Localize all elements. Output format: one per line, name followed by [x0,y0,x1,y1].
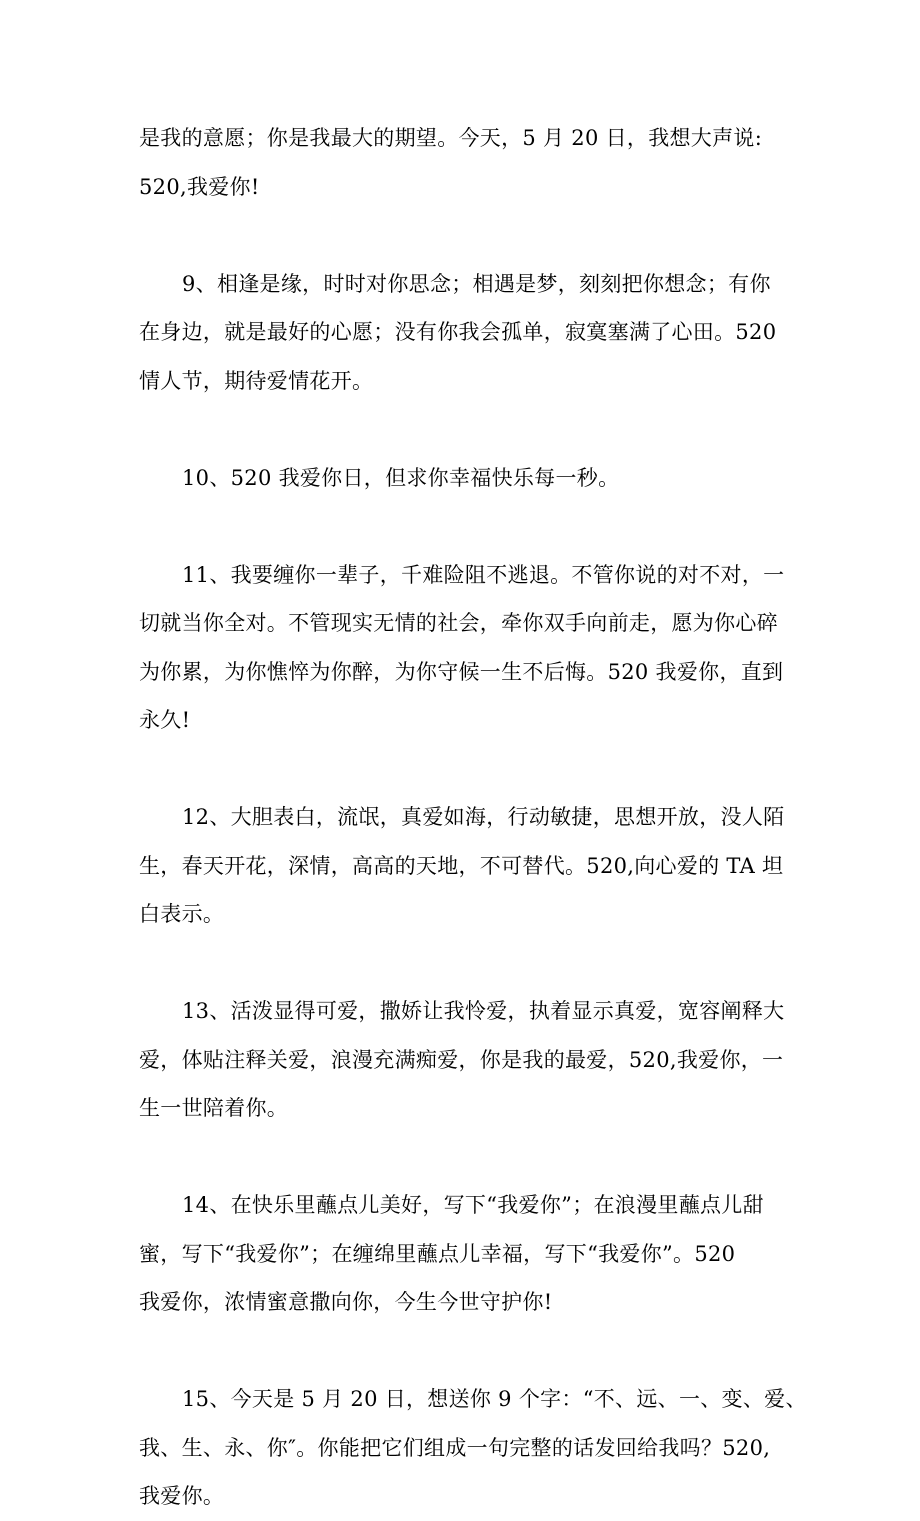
text-line: 情人节，期待爱情花开。 [139,368,374,393]
text-line: 切就当你全对。不管现实无情的社会，牵你双手向前走，愿为你心碎 [139,611,778,635]
text-line: 生，春天开花，深情，高高的天地，不可替代。520,向心爱的 TA 坦 [139,853,784,878]
text-line: 我爱你。 [139,1484,225,1508]
text-line: 在身边，就是最好的心愿；没有你我会孤单，寂寞塞满了心田。520 [139,320,777,344]
text-line: 蜜，写下“我爱你”；在缠绵里蘸点儿幸福，写下“我爱你”。520 [139,1241,736,1266]
text-line: 我爱你，浓情蜜意撒向你，今生今世守护你! [139,1290,553,1314]
text-line: 生一世陪着你。 [139,1096,289,1120]
text-line: 永久! [139,708,191,732]
text-line: 520,我爱你! [139,174,260,199]
text-line: 白表示。 [139,902,225,926]
text-line: 14、在快乐里蘸点儿美好，写下“我爱你”；在浪漫里蘸点儿甜 [182,1193,764,1217]
paragraph-10 [139,454,789,503]
paragraph-13 [139,987,789,1133]
text-line: 为你累，为你憔悴为你醉，为你守候一生不后悔。520 我爱你，直到 [139,659,784,684]
text-line: 是我的意愿；你是我最大的期望。今天，5 月 20 日，我想大声说: [139,126,763,150]
text-line: 15、今天是 5 月 20 日，想送你 9 个字：“不、远、一、变、爱、 [182,1387,807,1411]
text-line: 13、活泼显得可爱，撒娇让我怜爱，执着显示真爱，宽容阐释大 [182,999,785,1023]
paragraph-8-continued [139,114,789,211]
text-line: 11、我要缠你一辈子，千难险阻不逃退。不管你说的对不对，一 [182,562,785,587]
text-line: 9、相逢是缘，时时对你思念；相遇是梦，刻刻把你想念；有你 [182,271,771,296]
paragraph-14 [139,1181,789,1327]
document-body [139,114,807,1521]
text-line: 爱，体贴注释关爱，浪漫充满痴爱，你是我的最爱，520,我爱你，一 [139,1047,784,1072]
paragraph-15 [139,1375,807,1521]
text-line: 12、大胆表白，流氓，真爱如海，行动敏捷，思想开放，没人陌 [182,805,785,829]
text-line: 10、520 我爱你日，但求你幸福快乐每一秒。 [182,465,620,490]
paragraph-11 [139,551,789,745]
text-line: 我、生、永、你″。你能把它们组成一句完整的话发回给我吗？520, [139,1435,771,1460]
paragraph-9 [139,260,789,406]
paragraph-12 [139,793,789,939]
